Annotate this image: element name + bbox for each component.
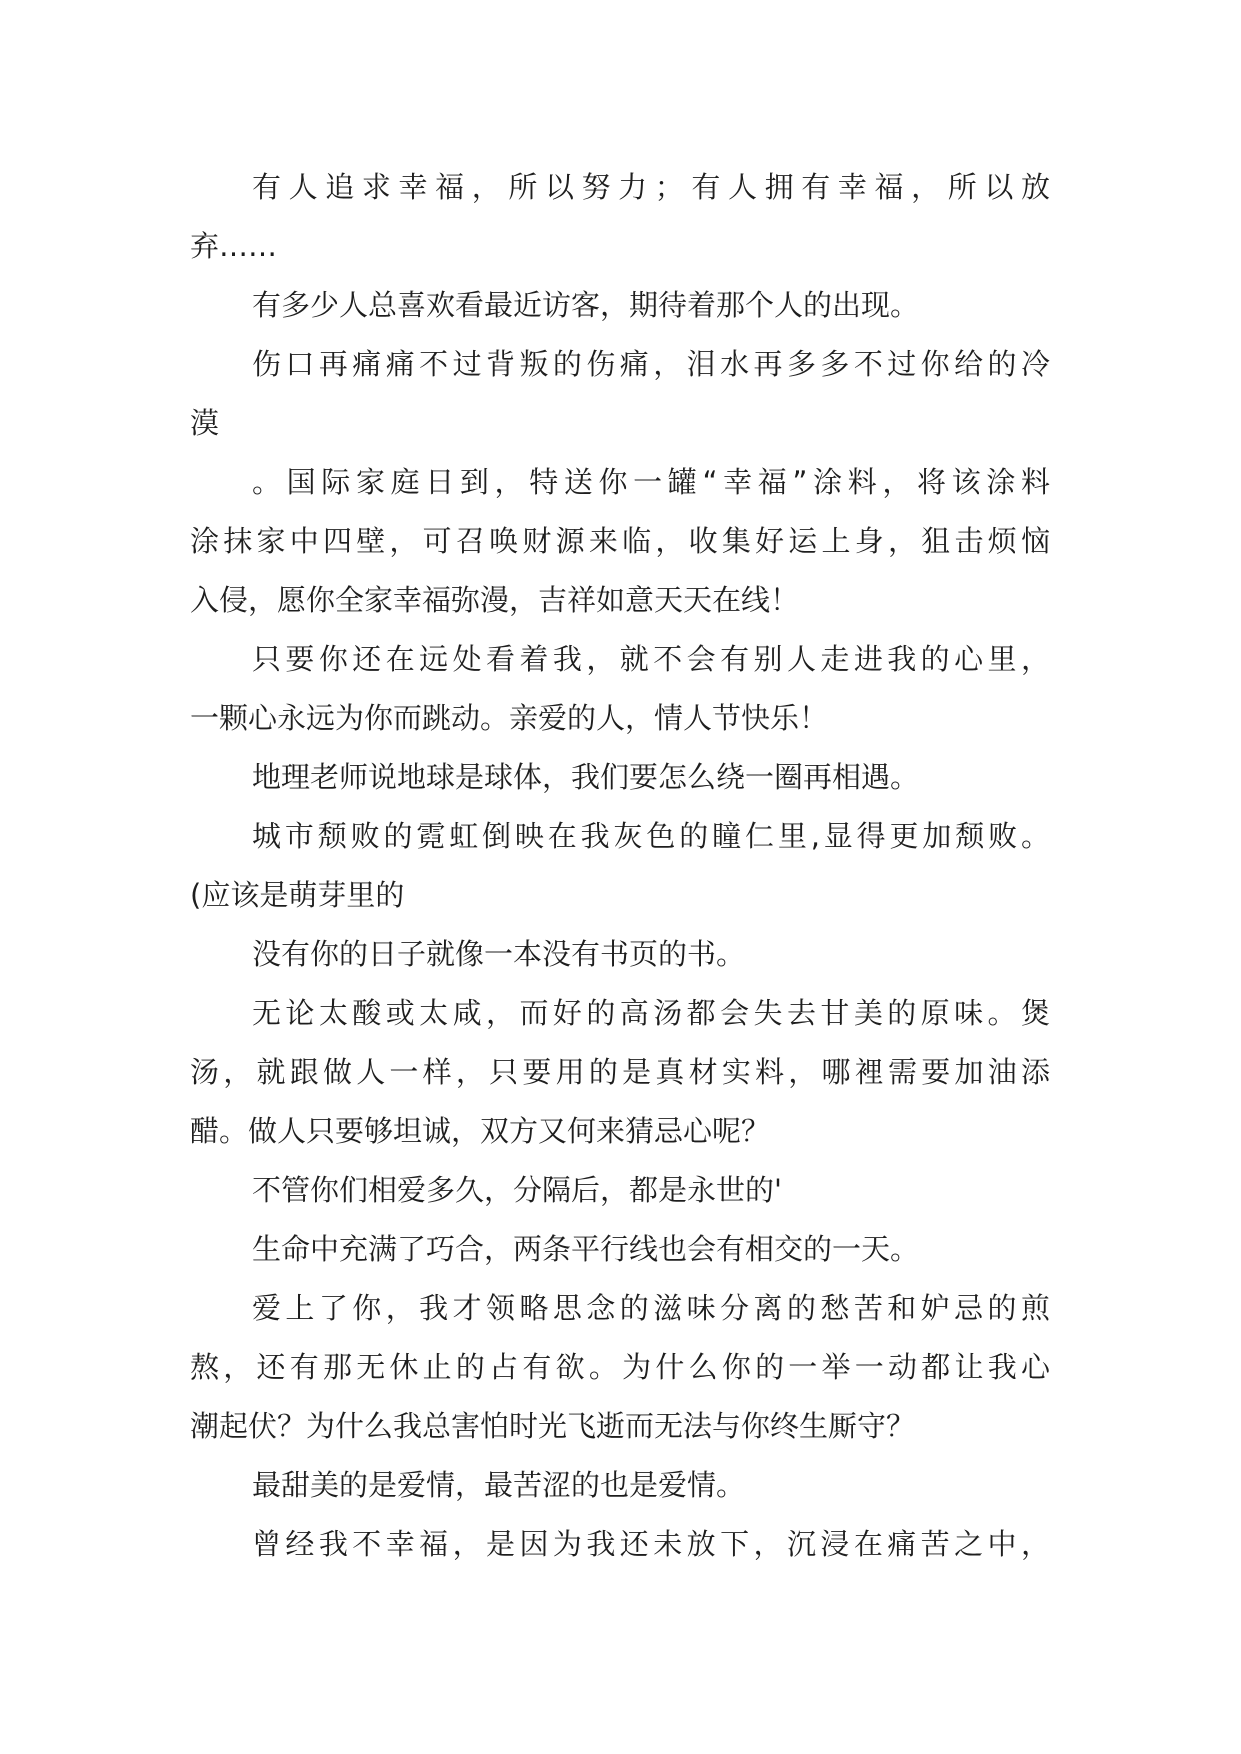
text-line: 曾经我不幸福，是因为我还未放下，沉浸在痛苦之中， (252, 1527, 1050, 1561)
text-line: 潮起伏？为什么我总害怕时光飞逝而无法与你终生厮守？ (190, 1409, 916, 1443)
text-line: 。国际家庭日到，特送你一罐“幸福”涂料，将该涂料 (252, 465, 1050, 499)
text-line: 漠 (190, 406, 220, 440)
text-line: 城市颓败的霓虹倒映在我灰色的瞳仁里,显得更加颓败。 (252, 819, 1050, 853)
text-line: 一颗心永远为你而跳动。亲爱的人，情人节快乐！ (190, 701, 829, 735)
text-line: 汤，就跟做人一样，只要用的是真材实料，哪裡需要加油添 (190, 1055, 1050, 1089)
text-line: 无论太酸或太咸，而好的高汤都会失去甘美的原味。煲 (252, 996, 1050, 1030)
text-line: 弃…… (190, 229, 278, 263)
text-line: 只要你还在远处看着我，就不会有别人走进我的心里， (252, 642, 1050, 676)
text-line: 最甜美的是爱情，最苦涩的也是爱情。 (252, 1468, 746, 1502)
text-line: (应该是萌芽里的 (190, 878, 405, 912)
text-line: 不管你们相爱多久，分隔后，都是永世的' (252, 1173, 782, 1207)
text-line: 有人追求幸福，所以努力；有人拥有幸福，所以放 (252, 170, 1050, 204)
text-line: 有多少人总喜欢看最近访客，期待着那个人的出现。 (252, 288, 920, 322)
text-line: 涂抹家中四壁，可召唤财源来临，收集好运上身，狙击烦恼 (190, 524, 1050, 558)
text-line: 伤口再痛痛不过背叛的伤痛，泪水再多多不过你给的冷 (252, 347, 1050, 381)
text-line: 生命中充满了巧合，两条平行线也会有相交的一天。 (252, 1232, 920, 1266)
text-line: 爱上了你，我才领略思念的滋味分离的愁苦和妒忌的煎 (252, 1291, 1050, 1325)
text-line: 熬，还有那无休止的占有欲。为什么你的一举一动都让我心 (190, 1350, 1050, 1384)
document-body (190, 158, 1050, 1574)
text-line: 地理老师说地球是球体，我们要怎么绕一圈再相遇。 (252, 760, 920, 794)
text-line: 醋。做人只要够坦诚，双方又何来猜忌心呢？ (190, 1114, 771, 1148)
text-line: 入侵，愿你全家幸福弥漫，吉祥如意天天在线！ (190, 583, 800, 617)
text-line: 没有你的日子就像一本没有书页的书。 (252, 937, 746, 971)
